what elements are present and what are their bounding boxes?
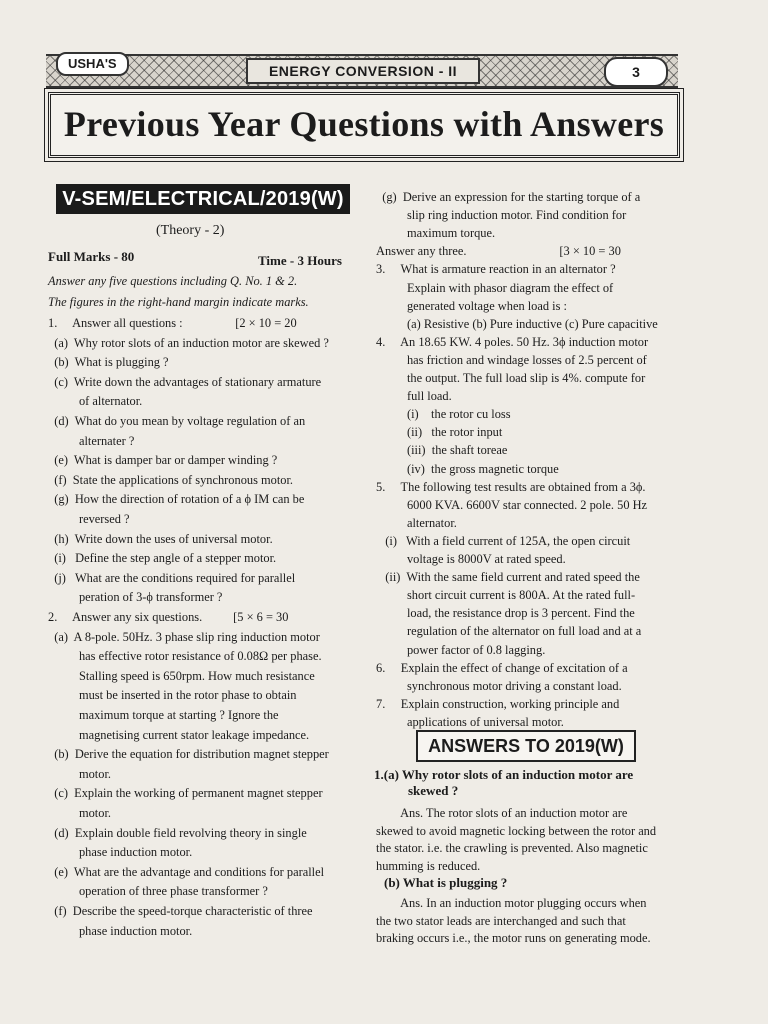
question-line: (iv) the gross magnetic torque — [376, 461, 559, 476]
answer-q1a-heading-1: 1.(a) Why rotor slots of an induction motor are — [374, 767, 634, 782]
question-line: (iii) the shaft toreae — [376, 443, 508, 458]
question-line: full load. — [376, 389, 452, 404]
question-line: (e) What is damper bar or damper winding ? — [48, 453, 278, 468]
question-line: reversed ? — [48, 512, 130, 526]
question-line: 4. An 18.65 KW. 4 poles. 50 Hz. 3ϕ induction motor — [376, 334, 649, 349]
answer-line: braking occurs i.e., the motor runs on generating mode. — [376, 931, 651, 945]
question-line: synchronous motor driving a constant load. — [376, 678, 622, 693]
question-line: 6. Explain the effect of change of excitation of a — [376, 660, 628, 675]
question-line: (h) Write down the uses of universal motor. — [48, 531, 273, 546]
publisher-label: USHA'S — [56, 52, 129, 76]
question-line: 3. What is armature reaction in an alternator ? — [376, 262, 616, 277]
question-line: of alternator. — [48, 394, 143, 409]
answer-line: humming is reduced. — [376, 858, 481, 873]
answers-column — [374, 766, 694, 966]
question-line: (a) Resistive (b) Pure inductive (c) Pure capacitive — [376, 316, 658, 331]
answer-line: Ans. The rotor slots of an induction motor are — [376, 806, 628, 820]
question-line: (c) Write down the advantages of stationary armature — [48, 374, 322, 389]
answer-q1b-heading: (b) What is plugging ? — [384, 875, 508, 890]
question-line: alternator. — [376, 515, 457, 530]
full-marks: Full Marks - 80 — [48, 249, 135, 264]
answers-heading: ANSWERS TO 2019(W) — [416, 730, 636, 762]
question-line: motor. — [48, 806, 111, 820]
question-line: short circuit current is 800A. At the rated full- — [376, 588, 636, 603]
question-line: maximum torque. — [376, 226, 496, 241]
question-line: power factor of 0.8 lagging. — [376, 642, 546, 657]
question-line: has friction and windage losses of 2.5 percent of — [376, 352, 647, 367]
title-box — [48, 92, 680, 158]
question-line: (a) Why rotor slots of an induction motor are skewed ? — [48, 335, 329, 350]
question-line: (i) the rotor cu loss — [376, 407, 511, 422]
question-line: Answer any three. [3 × 10 = 30 — [376, 244, 621, 259]
page-number: 3 — [604, 57, 668, 87]
question-line: Stalling speed is 650rpm. How much resistance — [48, 668, 315, 683]
question-line: Explain with phasor diagram the effect of — [376, 280, 614, 295]
theory-label: (Theory - 2) — [156, 223, 225, 238]
question-line: (a) A 8-pole. 50Hz. 3 phase slip ring induction motor — [48, 629, 320, 644]
question-line: (ii) the rotor input — [376, 425, 503, 440]
question-line: regulation of the alternator on full load and at a — [376, 624, 642, 639]
question-line: motor. — [48, 766, 111, 781]
question-line: (f) Describe the speed-torque characteristic of three — [48, 904, 313, 918]
question-line: load, the resistance drop is 3 percent. Find the — [376, 606, 635, 621]
question-line: (j) What are the conditions required for parallel — [48, 570, 296, 585]
answer-line: Ans. In an induction motor plugging occurs when — [376, 896, 647, 910]
question-line: (c) Explain the working of permanent magnet stepper — [48, 786, 323, 801]
question-line: (ii) With the same field current and rated speed the — [376, 570, 640, 585]
instruction-2: The figures in the right-hand margin indicate marks. — [48, 295, 309, 309]
left-column — [46, 222, 356, 942]
question-line: generated voltage when load is : — [376, 298, 567, 313]
question-line: 1. Answer all questions : [2 × 10 = 20 — [48, 316, 297, 330]
question-line: 6000 KVA. 6600V star connected. 2 pole. 50 Hz — [376, 497, 648, 512]
answer-q1a-heading-2: skewed ? — [408, 783, 459, 798]
question-line: alternater ? — [48, 433, 135, 448]
right-column — [374, 188, 694, 728]
time-label: Time - 3 Hours — [258, 253, 342, 268]
question-line: (i) With a field current of 125A, the open circuit — [376, 533, 631, 548]
question-line: phase induction motor. — [48, 923, 193, 938]
section-banner: V-SEM/ELECTRICAL/2019(W) — [56, 184, 350, 214]
question-line: (e) What are the advantage and conditions for parallel — [48, 864, 325, 879]
question-line: slip ring induction motor. Find condition for — [376, 208, 627, 223]
subject-label: ENERGY CONVERSION - II — [246, 58, 480, 84]
question-line: 2. Answer any six questions. [5 × 6 = 30 — [48, 610, 289, 624]
question-line: applications of universal motor. — [376, 714, 564, 729]
question-line: must be inserted in the rotor phase to obtain — [48, 688, 297, 703]
question-line: peration of 3-ϕ transformer ? — [48, 590, 223, 605]
question-line: phase induction motor. — [48, 845, 193, 860]
question-line: (b) What is plugging ? — [48, 355, 169, 370]
question-line: magnetising current stator leakage impedance. — [48, 727, 310, 742]
question-line: has effective rotor resistance of 0.08Ω per phase. — [48, 649, 322, 664]
question-line: (g) Derive an expression for the starting torque of a — [376, 190, 641, 204]
question-line: (d) Explain double field revolving theory in single — [48, 825, 307, 840]
question-line: operation of three phase transformer ? — [48, 884, 268, 899]
question-line: (i) Define the step angle of a stepper motor. — [48, 551, 277, 566]
question-line: (g) How the direction of rotation of a ϕ IM can be — [48, 492, 305, 507]
question-line: voltage is 8000V at rated speed. — [376, 552, 566, 566]
answer-line: the two stator leads are interchanged and such that — [376, 913, 626, 928]
question-line: the output. The full load slip is 4%. compute for — [376, 371, 646, 385]
page-title: Previous Year Questions with Answers — [63, 104, 665, 144]
question-line: (f) State the applications of synchronous motor. — [48, 472, 294, 487]
question-line: (d) What do you mean by voltage regulation of an — [48, 414, 306, 428]
question-line: (b) Derive the equation for distribution magnet stepper — [48, 747, 329, 762]
question-line: 7. Explain construction, working principle and — [376, 696, 620, 711]
instruction-1: Answer any five questions including Q. No. 1 & 2. — [48, 274, 298, 288]
answer-line: skewed to avoid magnetic locking between the rotor and — [376, 823, 657, 838]
answer-line: the stator. i.e. the crawling is prevented. Also magnetic — [376, 841, 648, 855]
question-line: 5. The following test results are obtained from a 3ϕ. — [376, 479, 646, 494]
question-line: maximum torque at starting ? Ignore the — [48, 708, 279, 722]
